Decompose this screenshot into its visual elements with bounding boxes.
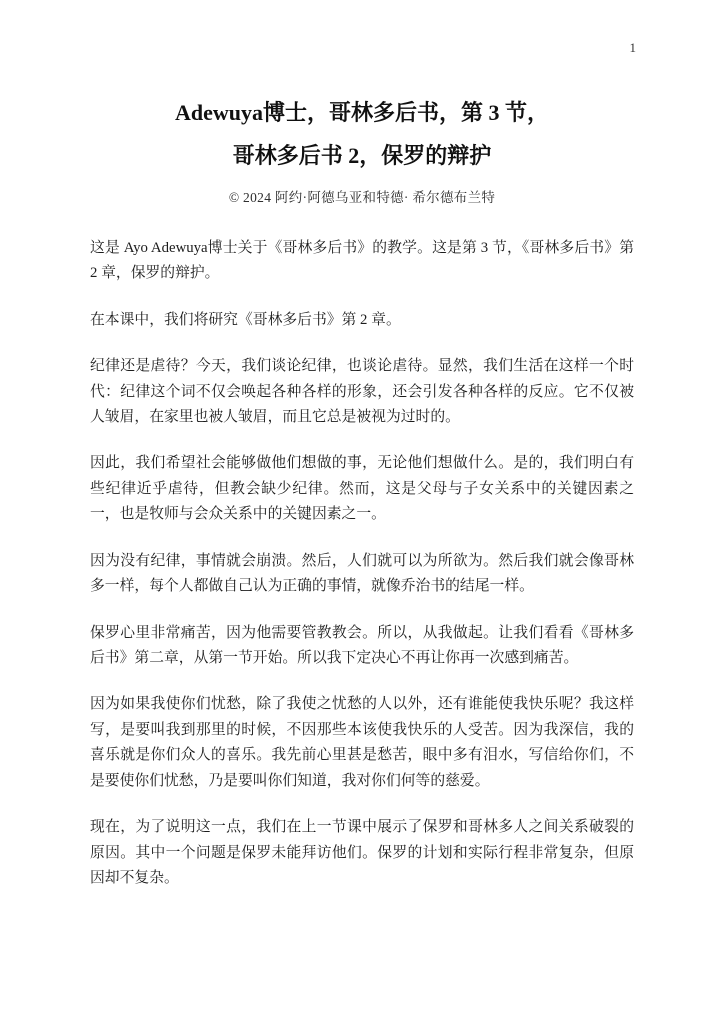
paragraph: 保罗心里非常痛苦，因为他需要管教教会。所以，从我做起。让我们看看《哥林多后书》第二章，从第一节开始。所以我下定决心不再让你再一次感到痛苦。: [90, 624, 634, 667]
page-number: 1: [629, 40, 636, 55]
document-body: [90, 236, 634, 892]
paragraph: 现在，为了说明这一点，我们在上一节课中展示了保罗和哥林多人之间关系破裂的原因。其中一个问题是保罗未能拜访他们。保罗的计划和实际行程非常复杂，但原因却不复杂。: [90, 819, 634, 887]
paragraph: 因为如果我使你们忧愁，除了我使之忧愁的人以外，还有谁能使我快乐呢？我这样写，是要叫我到那里的时候，不因那些本该使我快乐的人受苦。因为我深信，我的喜乐就是你们众人的喜乐。我先前心里甚是愁苦，眼中多有泪水，写信给你们，不是要使你们忧愁，乃是要叫你们知道，我对你们何等的慈爱。: [90, 696, 634, 789]
paragraph: 在本课中，我们将研究《哥林多后书》第 2 章。: [90, 311, 401, 328]
title-line-1: Adewuya博士，哥林多后书，第 3 节，: [174, 100, 549, 125]
paragraph: 因此，我们希望社会能够做他们想做的事，无论他们想做什么。是的，我们明白有些纪律近乎虐待，但教会缺少纪律。然而，这是父母与子女关系中的关键因素之一，也是牧师与会众关系中的关键因素之一。: [90, 455, 634, 523]
paragraph: 这是 Ayo Adewuya博士关于《哥林多后书》的教学。这是第 3 节，《哥林多后书》第 2 章，保罗的辩护。: [90, 239, 634, 282]
document-title: [90, 92, 634, 178]
title-line-2: 哥林多后书 2，保罗的辩护: [232, 142, 492, 168]
paragraph: 纪律还是虐待？今天，我们谈论纪律，也谈论虐待。显然，我们生活在这样一个时代：纪律这个词不仅会唤起各种各样的形象，还会引发各种各样的反应。它不仅被人皱眉，在家里也被人皱眉，而且它总是被视为过时的。: [90, 358, 634, 425]
copyright-line: © 2024 阿约·阿德乌亚和特德· 希尔德布兰特: [228, 189, 496, 205]
paragraph: 因为没有纪律，事情就会崩溃。然后，人们就可以为所欲为。然后我们就会像哥林多一样，每个人都做自己认为正确的事情，就像乔治书的结尾一样。: [90, 552, 634, 595]
